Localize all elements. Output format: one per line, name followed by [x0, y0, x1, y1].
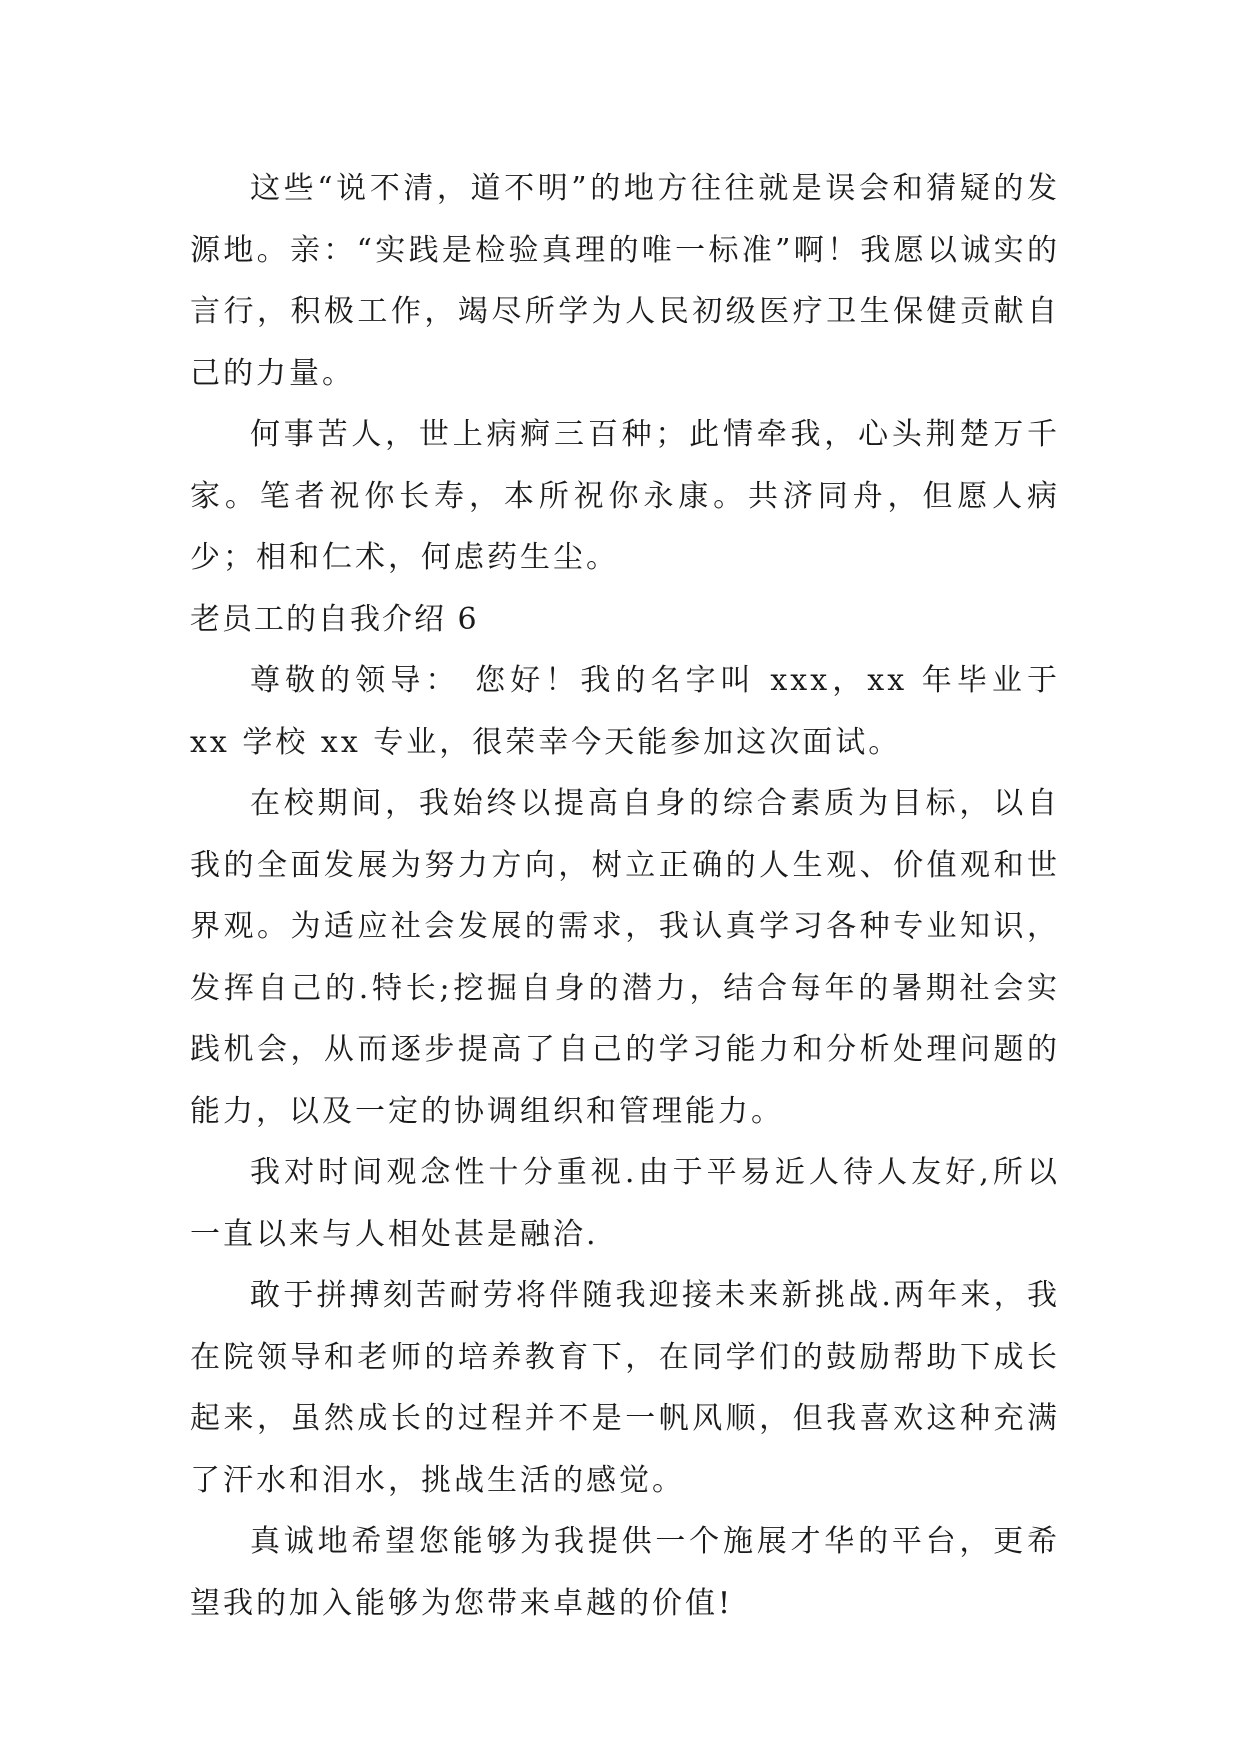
paragraph-time-concept: 我对时间观念性十分重视.由于平易近人待人友好,所以一直以来与人相处甚是融洽.: [190, 1155, 1060, 1252]
paragraph-closing: 真诚地希望您能够为我提供一个施展才华的平台，更希望我的加入能够为您带来卓越的价值!: [190, 1524, 1060, 1621]
paragraph-greeting: 尊敬的领导： 您好！我的名字叫 xxx，xx 年毕业于 xx 学校 xx 专业，很荣幸今天能参加这次面试。: [190, 663, 1060, 760]
document-body: [190, 158, 1060, 1634]
paragraph-couplet: 何事苦人，世上病痾三百种；此情牵我，心头荆楚万千家。笔者祝你长寿，本所祝你永康。共济同舟，但愿人病少；相和仁术，何虑药生尘。: [190, 417, 1060, 575]
paragraph-hard-work: 敢于拼搏刻苦耐劳将伴随我迎接未来新挑战.两年来，我在院领导和老师的培养教育下，在同学们的鼓励帮助下成长起来，虽然成长的过程并不是一帆风顺，但我喜欢这种充满了汗水和泪水，挑战生活的感觉。: [190, 1278, 1060, 1498]
paragraph-school-period: 在校期间，我始终以提高自身的综合素质为目标，以自我的全面发展为努力方向，树立正确的人生观、价值观和世界观。为适应社会发展的需求，我认真学习各种专业知识，发挥自己的.特长;挖掘自身的潜力，结合每年的暑期社会实践机会，从而逐步提高了自己的学习能力和分析处理问题的能力，以及一定的协调组织和管理能力。: [190, 786, 1060, 1129]
section-heading: 老员工的自我介绍 6: [190, 601, 479, 637]
paragraph-misunderstanding: 这些“说不清，道不明”的地方往往就是误会和猜疑的发源地。亲：“实践是检验真理的唯一标准”啊！我愿以诚实的言行，积极工作，竭尽所学为人民初级医疗卫生保健贡献自己的力量。: [190, 171, 1060, 391]
